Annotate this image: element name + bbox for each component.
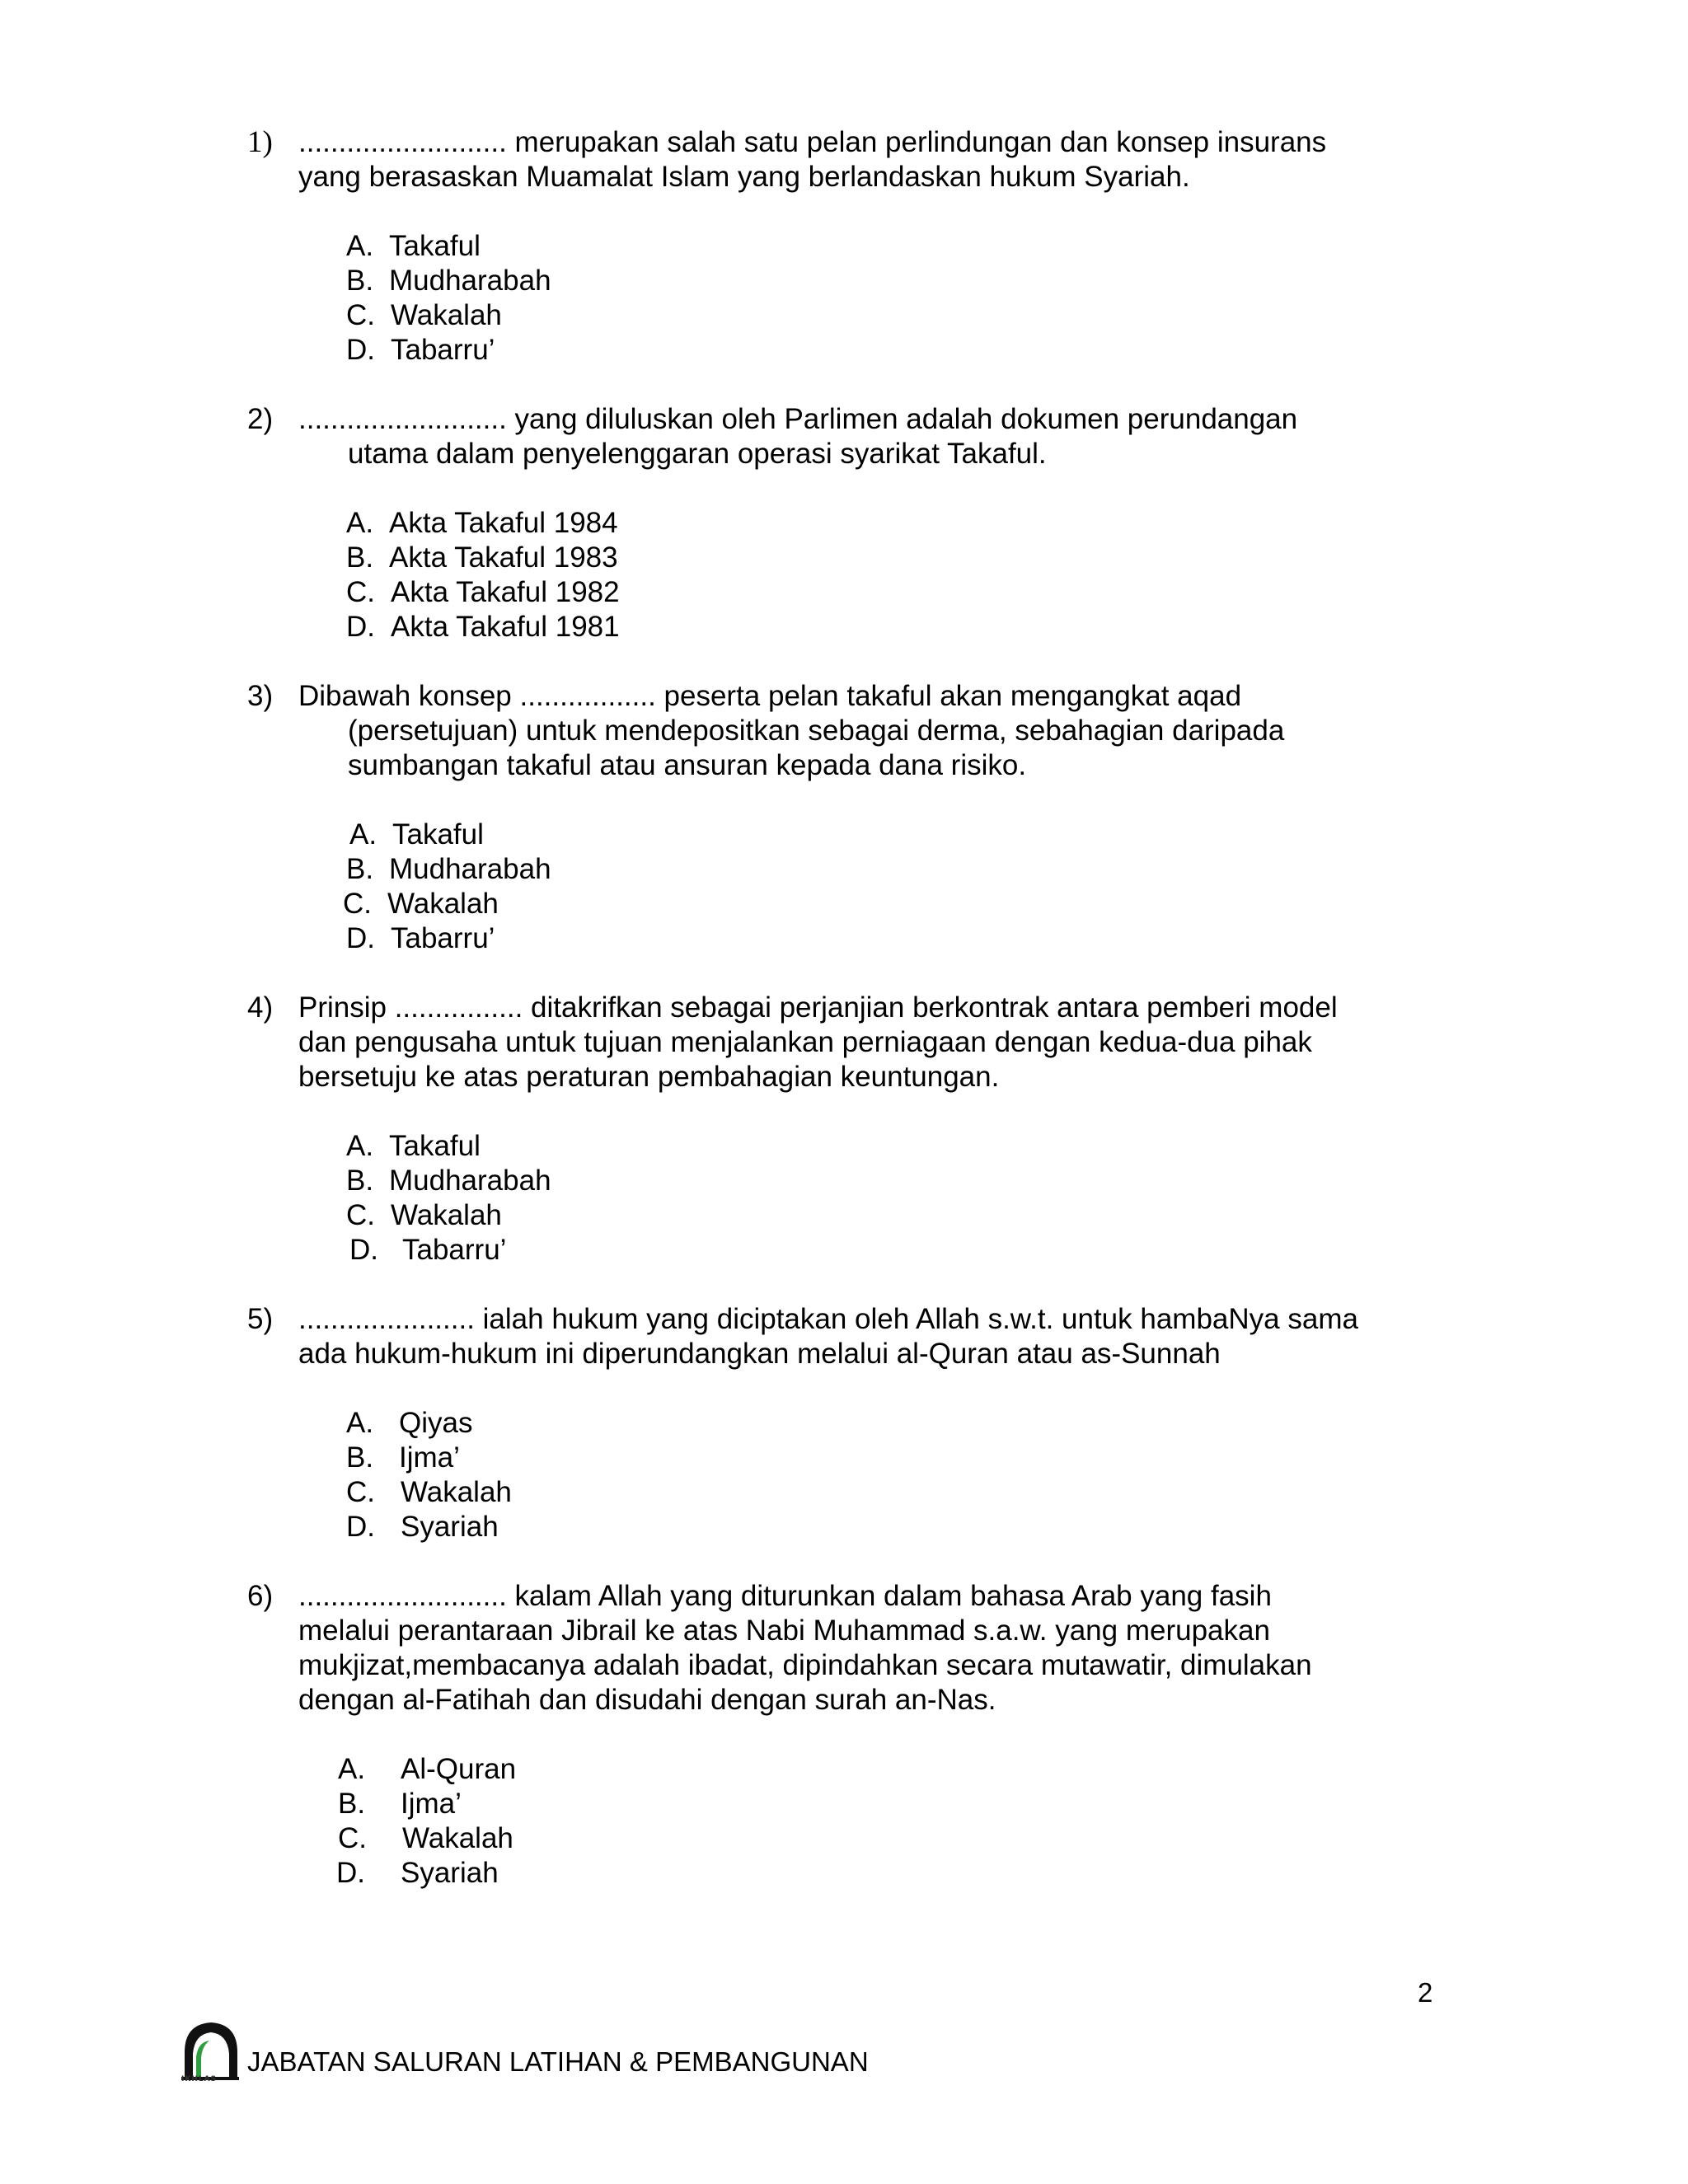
question-text: bersetuju ke atas peraturan pembahagian keuntungan.: [298, 1061, 1000, 1093]
question-text: ...................... ialah hukum yang diciptakan oleh Allah s.w.t. untuk hambaNya sama: [298, 1303, 1358, 1335]
option-text: Takaful: [392, 818, 484, 851]
question-2: [247, 402, 1467, 673]
question-text: dengan al-Fatihah dan disudahi dengan surah an-Nas.: [298, 1684, 996, 1716]
question-line: [247, 1025, 1467, 1060]
logo-caption: IKHLAS: [181, 2075, 218, 2083]
option-b: [247, 264, 1467, 298]
option-b: [247, 1164, 1467, 1198]
option-letter: B.: [346, 265, 374, 297]
question-text: dan pengusaha untuk tujuan menjalankan perniagaan dengan kedua-dua pihak: [298, 1026, 1312, 1058]
option-b: [247, 1787, 1467, 1821]
question-text: .......................... yang diluluskan oleh Parlimen adalah dokumen perundangan: [298, 403, 1298, 435]
option-letter: C.: [338, 1822, 367, 1854]
option-letter: C.: [343, 888, 372, 920]
option-d: [247, 1856, 1467, 1891]
question-number: 4): [247, 991, 274, 1024]
answer-options: [247, 229, 1467, 368]
option-c: [247, 1821, 1467, 1856]
question-1: [247, 125, 1467, 396]
answer-options: [247, 1129, 1467, 1268]
option-text: Mudharabah: [389, 265, 551, 297]
question-number: 2): [247, 403, 274, 435]
option-b: [247, 1441, 1467, 1475]
answer-options: [247, 1752, 1467, 1891]
option-text: Akta Takaful 1982: [391, 576, 620, 608]
option-text: Akta Takaful 1984: [389, 507, 618, 539]
option-c: [247, 1198, 1467, 1233]
option-d: [247, 610, 1467, 644]
option-text: Takaful: [389, 1130, 481, 1162]
option-c: [247, 887, 1467, 921]
question-text: sumbangan takaful atau ansuran kepada dana risiko.: [348, 749, 1027, 781]
option-text: Tabarru’: [391, 922, 495, 954]
question-line: [247, 679, 1467, 714]
option-letter: A.: [349, 818, 377, 851]
question-line: [247, 1060, 1467, 1094]
option-a: [247, 506, 1467, 541]
option-text: Wakalah: [401, 1476, 512, 1508]
option-letter: D.: [346, 1511, 375, 1543]
question-line: [247, 437, 1467, 471]
option-letter: B.: [338, 1788, 366, 1820]
option-letter: A.: [346, 1130, 374, 1162]
option-a: [247, 229, 1467, 264]
option-text: Syariah: [401, 1511, 499, 1543]
option-letter: C.: [346, 1199, 375, 1231]
option-text: Ijma’: [401, 1788, 462, 1820]
option-text: Tabarru’: [402, 1234, 507, 1266]
question-text: ada hukum-hukum ini diperundangkan melalui al-Quran atau as-Sunnah: [298, 1338, 1221, 1370]
option-c: [247, 298, 1467, 333]
option-letter: B.: [346, 853, 374, 885]
option-text: Ijma’: [399, 1441, 460, 1474]
option-a: [247, 1129, 1467, 1164]
answer-options: [247, 1406, 1467, 1544]
option-a: [247, 818, 1467, 852]
option-letter: D.: [346, 922, 375, 954]
option-text: Akta Takaful 1981: [391, 611, 620, 643]
option-c: [247, 1475, 1467, 1510]
question-number: 6): [247, 1580, 274, 1612]
option-text: Al-Quran: [401, 1753, 517, 1785]
option-d: [247, 333, 1467, 368]
option-a: [247, 1406, 1467, 1441]
option-text: Wakalah: [391, 1199, 502, 1231]
question-line: [247, 991, 1467, 1025]
question-line: [247, 714, 1467, 748]
question-line: [247, 1614, 1467, 1648]
option-letter: C.: [346, 576, 375, 608]
question-line: [247, 1579, 1467, 1614]
question-3: [247, 679, 1467, 985]
option-text: Wakalah: [402, 1822, 513, 1854]
question-text: yang berasaskan Muamalat Islam yang berlandaskan hukum Syariah.: [298, 161, 1190, 193]
option-letter: C.: [346, 1476, 375, 1508]
question-text: Dibawah konsep ................. peserta pelan takaful akan mengangkat aqad: [298, 680, 1242, 712]
question-text: .......................... kalam Allah yang diturunkan dalam bahasa Arab yang fasih: [298, 1580, 1272, 1612]
option-text: Wakalah: [391, 299, 502, 331]
question-number: 1): [247, 125, 273, 159]
question-number: 3): [247, 680, 274, 712]
question-text: melalui perantaraan Jibrail ke atas Nabi Muhammad s.a.w. yang merupakan: [298, 1615, 1270, 1647]
option-letter: A.: [346, 1407, 374, 1439]
option-text: Akta Takaful 1983: [389, 541, 618, 574]
question-line: [247, 1302, 1467, 1337]
footer-department: JABATAN SALURAN LATIHAN & PEMBANGUNAN: [247, 2046, 869, 2077]
question-text: utama dalam penyelenggaran operasi syarikat Takaful.: [348, 438, 1047, 470]
option-letter: B.: [346, 1165, 374, 1197]
option-letter: D.: [346, 334, 375, 366]
option-d: [247, 1233, 1467, 1268]
answer-options: [247, 506, 1467, 644]
question-6: [247, 1579, 1467, 1919]
question-line: [247, 125, 1467, 160]
option-letter: A.: [346, 507, 374, 539]
option-letter: A.: [338, 1753, 366, 1785]
option-text: Qiyas: [399, 1407, 473, 1439]
option-b: [247, 852, 1467, 887]
option-letter: C.: [346, 299, 375, 331]
option-letter: A.: [346, 230, 374, 262]
question-text: mukjizat,membacanya adalah ibadat, dipindahkan secara mutawatir, dimulakan: [298, 1649, 1312, 1681]
question-number: 5): [247, 1303, 274, 1335]
option-text: Syariah: [401, 1857, 499, 1889]
option-letter: B.: [346, 541, 374, 574]
option-letter: D.: [336, 1857, 365, 1889]
question-4: [247, 991, 1467, 1296]
footer: [180, 2003, 1169, 2085]
option-text: Wakalah: [387, 888, 499, 920]
option-d: [247, 1510, 1467, 1544]
question-line: [247, 1337, 1467, 1371]
option-text: Mudharabah: [389, 1165, 551, 1197]
question-line: [247, 1648, 1467, 1683]
question-text: Prinsip ................ ditakrifkan sebagai perjanjian berkontrak antara pemberi model: [298, 991, 1338, 1024]
question-line: [247, 160, 1467, 194]
option-letter: D.: [346, 611, 375, 643]
option-d: [247, 921, 1467, 956]
option-text: Mudharabah: [389, 853, 551, 885]
question-line: [247, 1683, 1467, 1718]
question-text: (persetujuan) untuk mendepositkan sebagai derma, sebahagian daripada: [348, 715, 1285, 747]
question-text: .......................... merupakan salah satu pelan perlindungan dan konsep insurans: [298, 126, 1327, 158]
page-number: 2: [1418, 1977, 1433, 2008]
answer-options: [247, 818, 1467, 956]
option-c: [247, 575, 1467, 610]
option-letter: B.: [346, 1441, 374, 1474]
question-line: [247, 402, 1467, 437]
option-letter: D.: [349, 1234, 378, 1266]
option-text: Tabarru’: [391, 334, 495, 366]
option-text: Takaful: [389, 230, 481, 262]
option-b: [247, 541, 1467, 575]
option-a: [247, 1752, 1467, 1787]
question-line: [247, 748, 1467, 783]
question-5: [247, 1302, 1467, 1573]
